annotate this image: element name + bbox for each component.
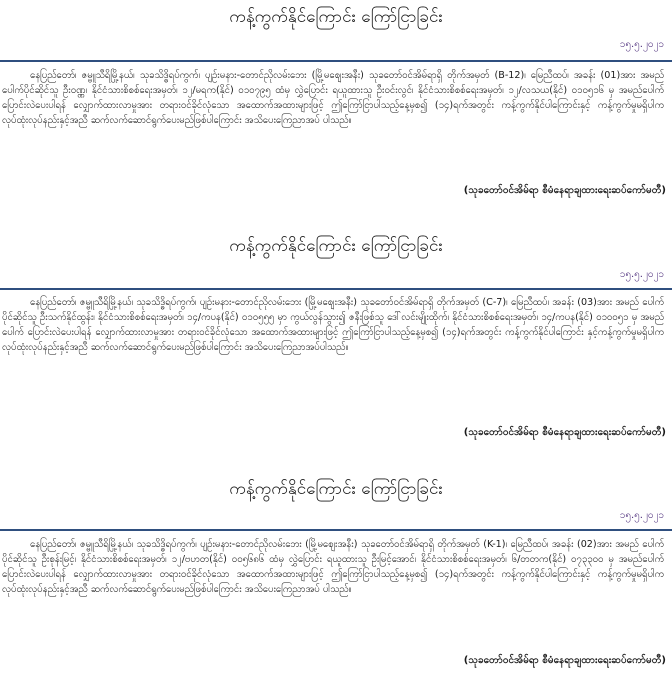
divider-rule xyxy=(0,288,672,290)
notice-title: ကန့်ကွက်နိုင်ကြောင်း ကြော်ငြာခြင်း xyxy=(229,7,443,27)
notice-date: ၁၅.၅.၂၀၂၁ xyxy=(619,269,664,280)
notice-date: ၁၅.၅.၂၀၂၁ xyxy=(619,510,664,521)
divider-rule xyxy=(0,60,672,62)
notice-body: နေပြည်တော်၊ ဇမ္ဗူသီရိမြို့နယ်၊ သုခသိဒ္ဓိရပ်ကွက်၊ ပျဉ်းမနား-တောင်ညိုလမ်းဘေး (မြို့မစျေးအနီး) သုခတော်ဝင်အိမ်ရာရှိ တိုက်အမှတ် (K-1)၊ မြေညီထပ်၊ အခန်း (02)အား အမည် ပေါက်ပိုင်ဆိုင်သူ ဦးစုန်းမြင့်၊ နိုင်ငံသားစိစစ်ရေးအမှတ်၊ ၁၂/ဗဟတ(နိုင်) ၀၀၅၆၈၆ ထံမှ လွှဲပြောင်း ရယူထားသူ ဦးမြင့်အောင်၊ နိုင်ငံသားစိစစ်ရေးအမှတ်၊ ၆/တတက(နိုင်) ၀၇၃၃၀၀ မှ အမည်ပေါက် ပြောင်းလဲပေးပါရန် လျှောက်ထားလာမှုအား တရားဝင်ခိုင်လုံသော အထောက်အထားများဖြင့် ဤကြော်ငြာပါသည့်နေ့မှစ၍ (၁၄)ရက်အတွင်း ကန့်ကွက်နိုင်ပါကြောင်းနှင့် ကန့်ကွက်မှုမရှိပါက လုပ်ထုံးလုပ်နည်းနှင့်အညီ ဆက်လက်ဆောင်ရွက်ပေးမည်ဖြစ်ပါကြောင်း အသိပေးကြေညာအပ် ပါသည်။ xyxy=(2,539,664,595)
divider-rule xyxy=(0,529,672,531)
notice-body: နေပြည်တော်၊ ဇမ္ဗူသီရိမြို့နယ်၊ သုခသိဒ္ဓိရပ်ကွက်၊ ပျဉ်းမနား-တောင်ညိုလမ်းဘေး (မြို့မစျေးအနီး) သုခတော်ဝင်အိမ်ရာရှိ တိုက်အမှတ် (C-7)၊ မြေညီထပ်၊ အခန်း (03)အား အမည် ပေါက်ပိုင်ဆိုင်သူ ဦးသက်နိုင်ထွန်း၊ နိုင်ငံသားစိစစ်ရေးအမှတ်၊ ၁၄/ကပန(နိုင်) ၀၁၀၅၅၅ မှာ ကွယ်လွန်သွား၍ ဇနီးဖြစ်သူ ဒေါ်လင်းမျိုးထိုက်၊ နိုင်ငံသားစိစစ်ရေးအမှတ်၊ ၁၄/ကပန(နိုင်) ၀၁၀၀၅၁ မှ အမည်ပေါက် ပြောင်းလဲပေးပါရန် လျှောက်ထားလာမှုအား တရားဝင်ခိုင်လုံသော အထောက်အထားများဖြင့် ဤကြော်ငြာပါသည့်နေ့မှစ၍ (၁၄)ရက်အတွင်း ကန့်ကွက်နိုင်ပါကြောင်း နှင့်ကန့်ကွက်မှုမရှိပါက လုပ်ထုံးလုပ်နည်းနှင့်အညီ ဆက်လက်ဆောင်ရွက်ပေးမည်ဖြစ်ပါကြောင်း အသိပေးကြေညာအပ်ပါသည်။ xyxy=(2,297,664,353)
notice-date: ၁၅.၅.၂၀၂၁ xyxy=(619,39,664,50)
notice-signature: (သုခတော်ဝင်အိမ်ရာ စီမံနေရာချထားရေးဆပ်ကော်မတီ) xyxy=(463,655,666,666)
notice-title: ကန့်ကွက်နိုင်ကြောင်း ကြော်ငြာခြင်း xyxy=(229,479,443,499)
notice-signature: (သုခတော်ဝင်အိမ်ရာ စီမံနေရာချထားရေးဆပ်ကော်မတီ) xyxy=(463,427,666,438)
notice-body: နေပြည်တော်၊ ဇမ္ဗူသီရိမြို့နယ်၊ သုခသိဒ္ဓိရပ်ကွက်၊ ပျဉ်းမနား-တောင်ညိုလမ်းဘေး (မြို့မစျေးအနီး) သုခတော်ဝင်အိမ်ရာရှိ တိုက်အမှတ် (B-12)၊ မြေညီထပ်၊ အခန်း (01)အား အမည် ပေါက်ပိုင်ဆိုင်သူ ဦးဝဏ္ဏ၊ နိုင်ငံသားစိစစ်ရေးအမှတ်၊ ၁၂/မရက(နိုင်) ၀၁၀၇၉၅ ထံမှ လွှဲပြောင်း ရယူထားသူ ဦးဝင်းလွင်၊ နိုင်ငံသားစိစစ်ရေးအမှတ်၊ ၁၂/လသယ(နိုင်) ၀၁၀၅၁၆ မှ အမည်ပေါက် ပြောင်းလဲပေးပါရန် လျှောက်ထားလာမှုအား တရားဝင်ခိုင်လုံသော အထောက်အထားများဖြင့် ဤကြော်ငြာပါသည့်နေ့မှစ၍ (၁၄)ရက်အတွင်း ကန့်ကွက်နိုင်ပါကြောင်းနှင့် ကန့်ကွက်မှုမရှိပါက လုပ်ထုံးလုပ်နည်းနှင့်အညီ ဆက်လက်ဆောင်ရွက်ပေးမည်ဖြစ်ပါကြောင်း အသိပေးကြေညာအပ် ပါသည်။ xyxy=(2,70,664,126)
notice-title: ကန့်ကွက်နိုင်ကြောင်း ကြော်ငြာခြင်း xyxy=(229,236,443,256)
notice-signature: (သုခတော်ဝင်အိမ်ရာ စီမံနေရာချထားရေးဆပ်ကော်မတီ) xyxy=(463,185,666,196)
